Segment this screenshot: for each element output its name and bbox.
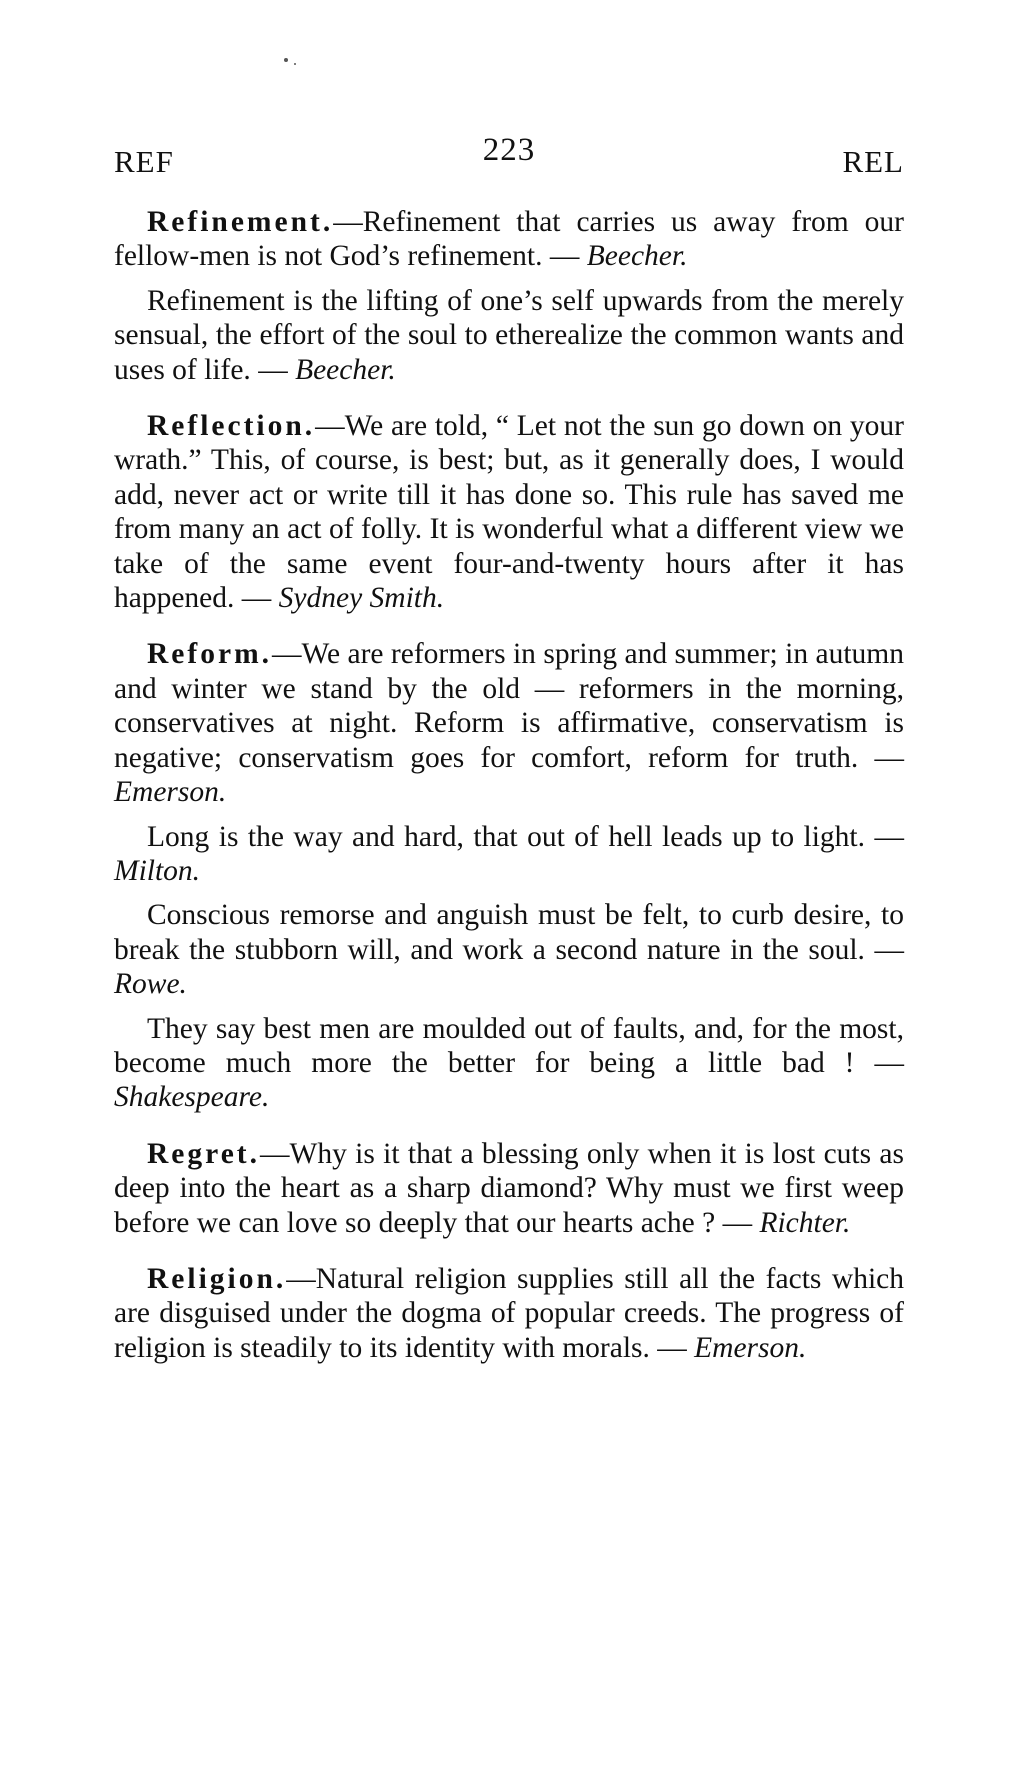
quote-author: Emerson. <box>694 1331 807 1364</box>
entry-refinement <box>114 205 904 387</box>
quote-text: We are reformers in spring and summer; in autumn and winter we stand by the old — reformers in the morning, conservatives at night. Reform is affirmative, conservatism is negative; conservatism goes for comfort, reform for truth. <box>114 638 904 774</box>
entry-heading: Refinement. <box>147 206 334 238</box>
quote-author: Shakespeare. <box>114 1081 270 1114</box>
entry-heading: Reform. <box>147 638 273 671</box>
dash: — <box>315 410 345 443</box>
header-left-guide-word: REF <box>114 144 174 179</box>
dash: — <box>874 741 904 774</box>
dash: — <box>722 1206 753 1239</box>
entry-reflection <box>114 409 904 615</box>
quote-paragraph <box>114 205 904 274</box>
quote-paragraph <box>114 284 904 387</box>
quote-author: Milton. <box>114 854 201 887</box>
dash: — <box>874 933 905 966</box>
dash: — <box>260 1137 290 1170</box>
quote-text: Why is it that a blessing only when it is lost cuts as deep into the heart as a sharp diamond? Why must we first weep before we can love so deeply that our hearts ache ? <box>114 1137 904 1239</box>
quote-text: Natural religion supplies still all the facts which are disguised under the dogma of popular creeds. The progress of religion is steadily to its identity with morals. <box>114 1262 904 1364</box>
quote-text: Long is the way and hard, that out of hell leads up to light. <box>147 820 866 853</box>
quote-author: Rowe. <box>114 968 187 1001</box>
entry-regret <box>114 1137 904 1240</box>
quote-author: Sydney Smith. <box>278 582 445 615</box>
page-number: 223 <box>482 132 536 168</box>
header-right-guide-word: REL <box>842 144 904 179</box>
quote-author: Beecher. <box>586 240 688 273</box>
quote-text: Refinement is the lifting of one’s self upwards from the merely sensual, the effort of the soul to etherealize the common wants and uses of life. <box>114 284 904 386</box>
quote-paragraph <box>114 898 904 1001</box>
quote-paragraph <box>114 820 904 889</box>
book-page <box>114 0 904 1789</box>
print-speck <box>284 58 288 62</box>
quote-text: Conscious remorse and anguish must be felt, to curb desire, to break the stubborn will, and work a second nature in the soul. <box>114 899 904 966</box>
dash: — <box>549 240 580 273</box>
dash: — <box>272 638 302 671</box>
dash: — <box>874 1046 905 1079</box>
page-header <box>114 132 904 182</box>
entry-reform <box>114 637 904 1114</box>
print-speck <box>294 63 296 65</box>
quote-paragraph <box>114 409 904 615</box>
dash: — <box>258 353 288 386</box>
entry-religion <box>114 1262 904 1365</box>
entry-heading: Reflection. <box>147 410 316 443</box>
quote-paragraph <box>114 1012 904 1115</box>
dash: — <box>286 1262 316 1295</box>
quote-text: We are told, “ Let not the sun go down on your wrath.” This, of course, is best; but, as it generally does, I would add, never act or write till it has done so. This rule has saved me from many an act of folly. It is wonderful what a different view we take of the same event four-and-twenty hours after it has happened. <box>114 410 904 615</box>
quote-paragraph <box>114 1137 904 1240</box>
quote-author: Emerson. <box>114 776 227 809</box>
dash: — <box>874 820 904 853</box>
dash: — <box>333 206 363 238</box>
dash: — <box>241 582 272 615</box>
page-body <box>114 205 904 1387</box>
quote-text: They say best men are moulded out of faults, and, for the most, become much more the better for being a little bad ! <box>114 1012 904 1079</box>
quote-author: Beecher. <box>295 353 396 386</box>
quote-paragraph <box>114 637 904 809</box>
quote-paragraph <box>114 1262 904 1365</box>
dash: — <box>657 1331 687 1364</box>
quote-text: Refinement that carries us away from our fellow-men is not God’s refinement. <box>114 206 904 273</box>
entry-heading: Regret. <box>147 1137 261 1170</box>
quote-author: Richter. <box>759 1206 851 1239</box>
entry-heading: Religion. <box>147 1262 287 1295</box>
